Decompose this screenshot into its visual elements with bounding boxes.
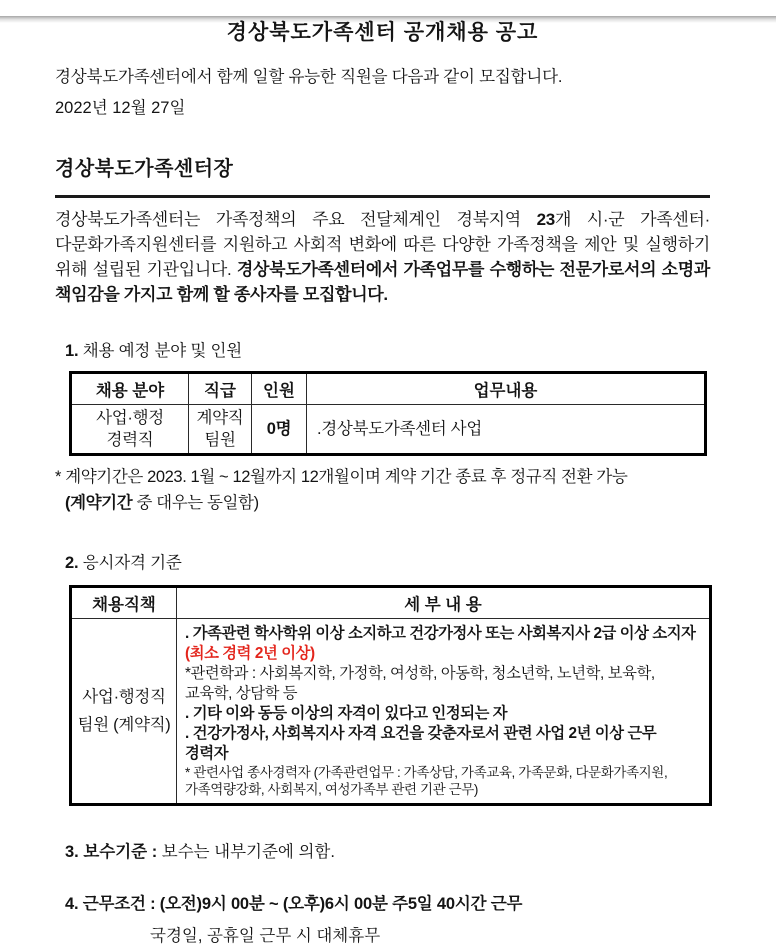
signer-heading: 경상북도가족센터장 <box>55 158 234 180</box>
about-paragraph <box>55 207 710 307</box>
field-line-1: 사업·행정 <box>96 409 164 427</box>
detail-item-1-red-emphasis: (최소 경력 2년 이상) <box>185 645 315 662</box>
about-run-3: 개 시·군 가족센터·다문화가족지원센터를 지원하고 사회적 변화에 따른 다양한 가족정책을 제안 및 실행하기 위해 설립된 기관입니다. <box>55 210 710 279</box>
qualification-table-header-row <box>71 587 711 619</box>
duty-cell: .경상북도가족센터 사업 <box>307 405 706 455</box>
field-line-2: 경력직 <box>106 431 154 449</box>
section-1-number: 1. <box>65 342 79 360</box>
recruitment-table-data-row <box>71 405 706 455</box>
section-4-line-1: 근무조건 : (오전)9시 00분 ~ (오후)6시 00분 주5일 40시간 근무 <box>78 895 523 913</box>
notice-date: 2022년 12월 27일 <box>55 99 186 117</box>
position-line-1: 사업·행정직 <box>82 688 166 706</box>
detail-item-1-text: . 가족관련 학사학위 이상 소지하고 건강가정사 또는 사회복지사 2급 이상 소지자 <box>185 625 696 642</box>
position-cell <box>71 619 177 805</box>
col-header-grade: 직급 <box>189 373 252 405</box>
document-content <box>0 16 776 946</box>
details-cell <box>177 619 711 805</box>
recruitment-table <box>69 371 707 456</box>
col-header-position: 채용직책 <box>71 587 177 619</box>
divider-rule <box>55 195 710 198</box>
notice-title: 경상북도가족센터 공개채용 공고 <box>226 21 539 44</box>
contract-note-rest: 중 대우는 동일함) <box>132 494 259 512</box>
field-cell <box>71 405 189 455</box>
section-2-heading <box>65 549 710 573</box>
detail-item-2: *관련학과 : 사회복지학, 가정학, 여성학, 아동학, 청소년학, 노년학, 보육학, 교육학, 상담학 등 <box>185 665 655 702</box>
section-3-title: 보수기준 : <box>78 843 158 861</box>
position-line-2: 팀원 (계약직) <box>77 716 171 734</box>
contract-note-line-2 <box>65 489 710 513</box>
section-4-number: 4. <box>65 895 79 913</box>
intro-text: 경상북도가족센터에서 함께 일할 유능한 직원을 다음과 같이 모집합니다. <box>55 68 563 86</box>
qualification-table-data-row <box>71 619 711 805</box>
section-3-text: 보수는 내부기준에 의함. <box>157 843 335 861</box>
about-run-1: 경상북도가족센터는 가족정책의 주요 전달체계인 경북지역 <box>55 210 537 229</box>
contract-note-line-1: * 계약기간은 2023. 1월 ~ 12월까지 12개월이며 계약 기간 종료 후 정규직 전환 가능 <box>55 468 628 486</box>
grade-cell <box>189 405 252 455</box>
col-header-field: 채용 분야 <box>71 373 189 405</box>
section-4-heading <box>65 890 710 914</box>
grade-line-1: 계약직 <box>196 409 244 427</box>
about-run-4-bold: 경상북도가족센터에서 가족업무를 수행하는 전문가로서의 소명과 책임감을 가지고 함께 할 종사자를 모집합니다. <box>55 260 710 304</box>
grade-line-2: 팀원 <box>204 431 236 449</box>
detail-item-5: * 관련사업 종사경력자 (가족관련업무 : 가족상담, 가족교육, 가족문화, 다문화가족지원, 가족역량강화, 사회복지, 여성가족부 관련 기관 근무) <box>185 765 668 797</box>
section-1-heading <box>65 337 710 361</box>
section-2-title: 응시자격 기준 <box>78 554 182 572</box>
detail-item-3: . 기타 이와 동등 이상의 자격이 있다고 인정되는 자 <box>185 705 508 722</box>
recruitment-table-header-row <box>71 373 706 405</box>
col-header-count: 인원 <box>252 373 307 405</box>
col-header-duty: 업무내용 <box>307 373 706 405</box>
qualification-table <box>69 585 712 806</box>
section-4-line-2: 국경일, 공휴일 근무 시 대체휴무 <box>150 927 381 945</box>
section-3-number: 3. <box>65 843 79 861</box>
section-2-number: 2. <box>65 554 79 572</box>
col-header-details: 세 부 내 용 <box>177 587 711 619</box>
contract-note-bold: (계약기간 <box>65 494 133 512</box>
detail-item-1 <box>185 624 703 664</box>
section-3-heading <box>65 838 710 862</box>
document-page <box>0 16 776 945</box>
about-run-2-bold: 23 <box>536 210 555 229</box>
count-cell: 0명 <box>252 405 307 455</box>
detail-item-4: . 건강가정사, 사회복지사 자격 요건을 갖춘자로서 관련 사업 2년 이상 근무 경력자 <box>185 725 657 762</box>
section-1-title: 채용 예정 분야 및 인원 <box>78 342 242 360</box>
